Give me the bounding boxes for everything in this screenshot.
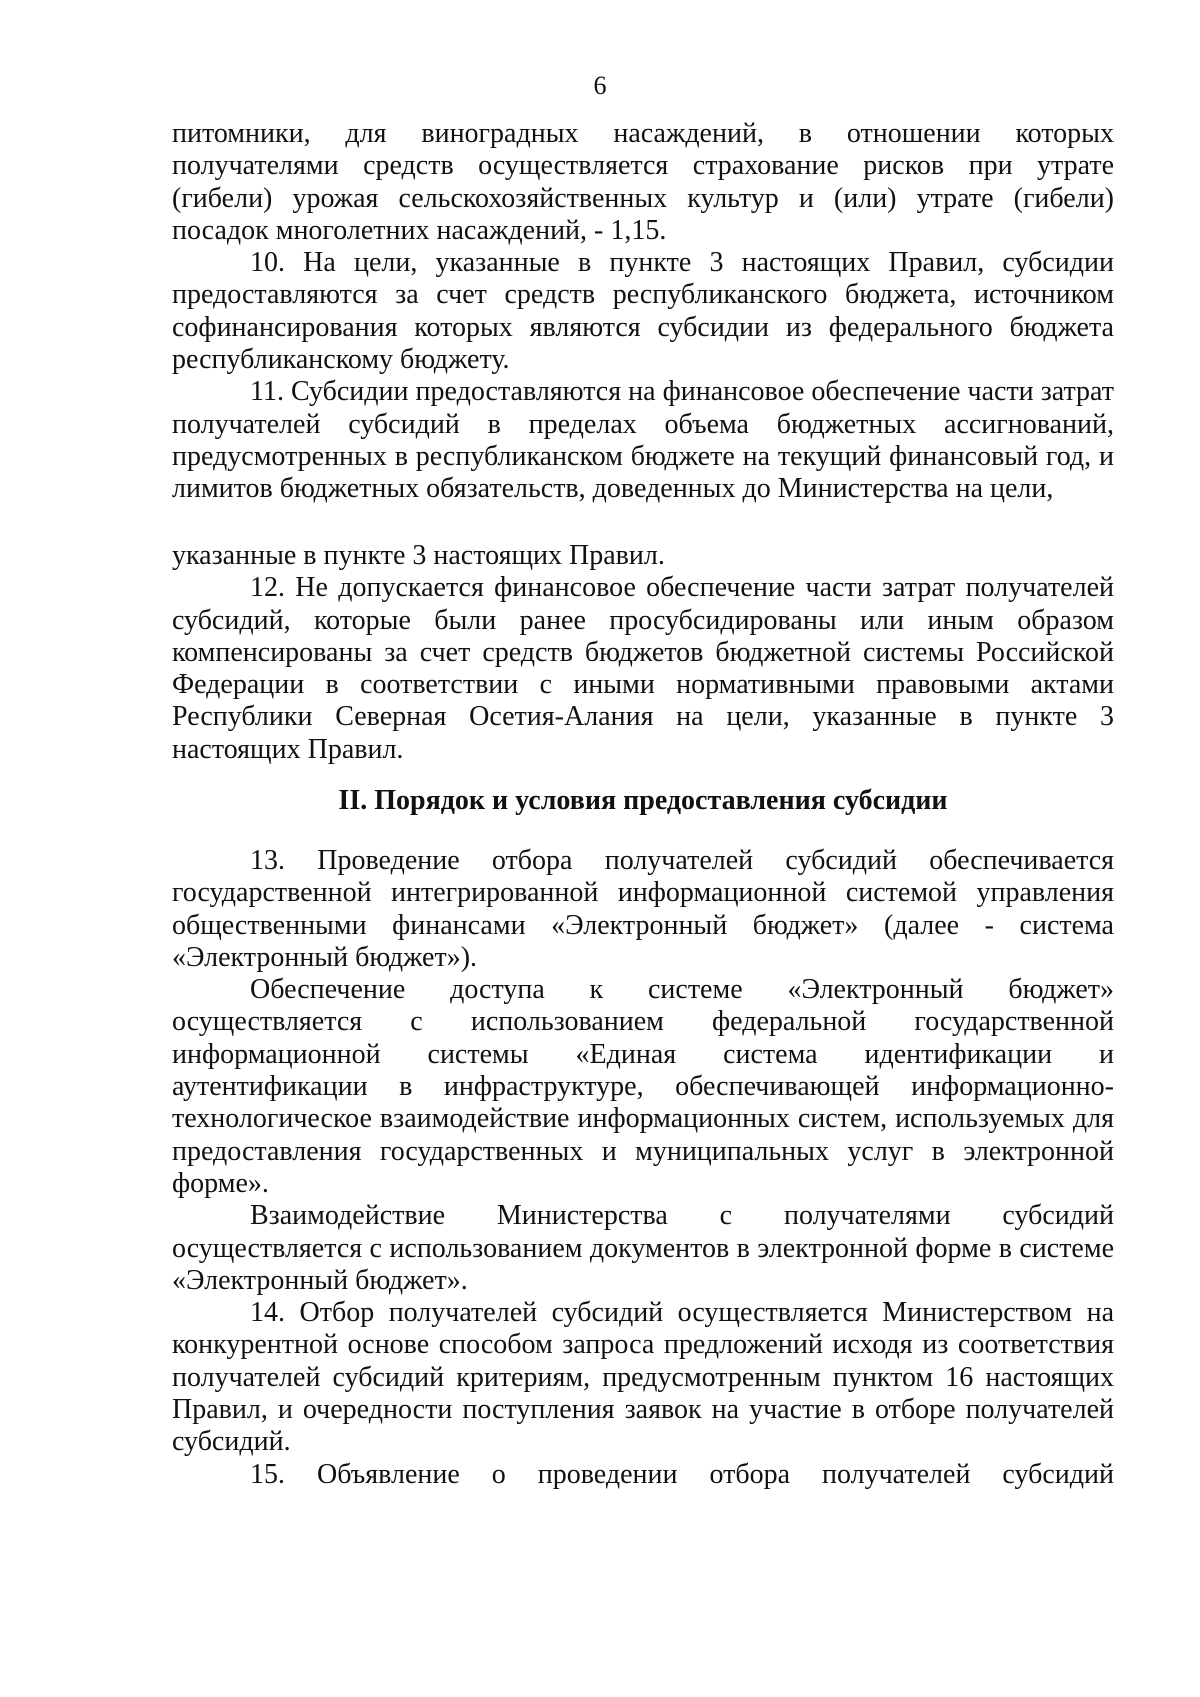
text-block-middle (172, 540, 1114, 766)
paragraph: указанные в пункте 3 настоящих Правил. (172, 540, 665, 571)
paragraph: 15. Объявление о проведении отбора получателей субсидий (250, 1458, 1114, 1490)
paragraph: питомники, для виноградных насаждений, в отношении которых получателями средств осуществляется страхование рисков при утрате (гибели) урожая сельскохозяйственных культур и (или) утрате (гибели) посадок многолетних насаждений, - 1,15. (172, 118, 1114, 246)
section-title: II. Порядок и условия предоставления субсидии (338, 785, 948, 816)
paragraph: 10. На цели, указанные в пункте 3 настоящих Правил, субсидии предоставляются за счет средств республиканского бюджета, источником софинансирования которых являются субсидии из федерального бюджета республиканскому бюджету. (172, 247, 1114, 376)
paragraph: Обеспечение доступа к системе «Электронный бюджет» осуществляется с использованием федеральной государственной информационной системы «Единая система идентификации и аутентификации в инфраструктуре, обеспечивающей информационно-технологическое взаимодействие информационных систем, используемых для предоставления государственных и муниципальных услуг в электронной форме». (172, 974, 1114, 1199)
paragraph: Взаимодействие Министерства с получателями субсидий осуществляется с использованием документов в электронной форме в системе «Электронный бюджет». (172, 1200, 1114, 1296)
paragraph: 11. Субсидии предоставляются на финансовое обеспечение части затрат получателей субсидий в пределах объема бюджетных ассигнований, предусмотренных в республиканском бюджете на текущий финансовый год, и лимитов бюджетных обязательств, доведенных до Министерства на цели, (172, 376, 1114, 505)
text-block-bottom (172, 845, 1114, 1491)
paragraph: 14. Отбор получателей субсидий осуществляется Министерством на конкурентной основе способом запроса предложений исходя из соответствия получателей субсидий критериям, предусмотренным пунктом 16 настоящих Правил, и очередности поступления заявок на участие в отборе получателей субсидий. (172, 1297, 1114, 1458)
paragraph: 13. Проведение отбора получателей субсидий обеспечивается государственной интегрированной информационной системой управления общественными финансами «Электронный бюджет» (далее - система «Электронный бюджет»). (172, 845, 1114, 973)
paragraph: 12. Не допускается финансовое обеспечение части затрат получателей субсидий, которые были ранее просубсидированы или иным образом компенсированы за счет средств бюджетов бюджетной системы Российской Федерации в соответствии с иными нормативными правовыми актами Республики Северная Осетия-Алания на цели, указанные в пункте 3 настоящих Правил. (172, 572, 1114, 765)
text-block-top (172, 118, 1114, 506)
page-number: 6 (593, 71, 607, 100)
